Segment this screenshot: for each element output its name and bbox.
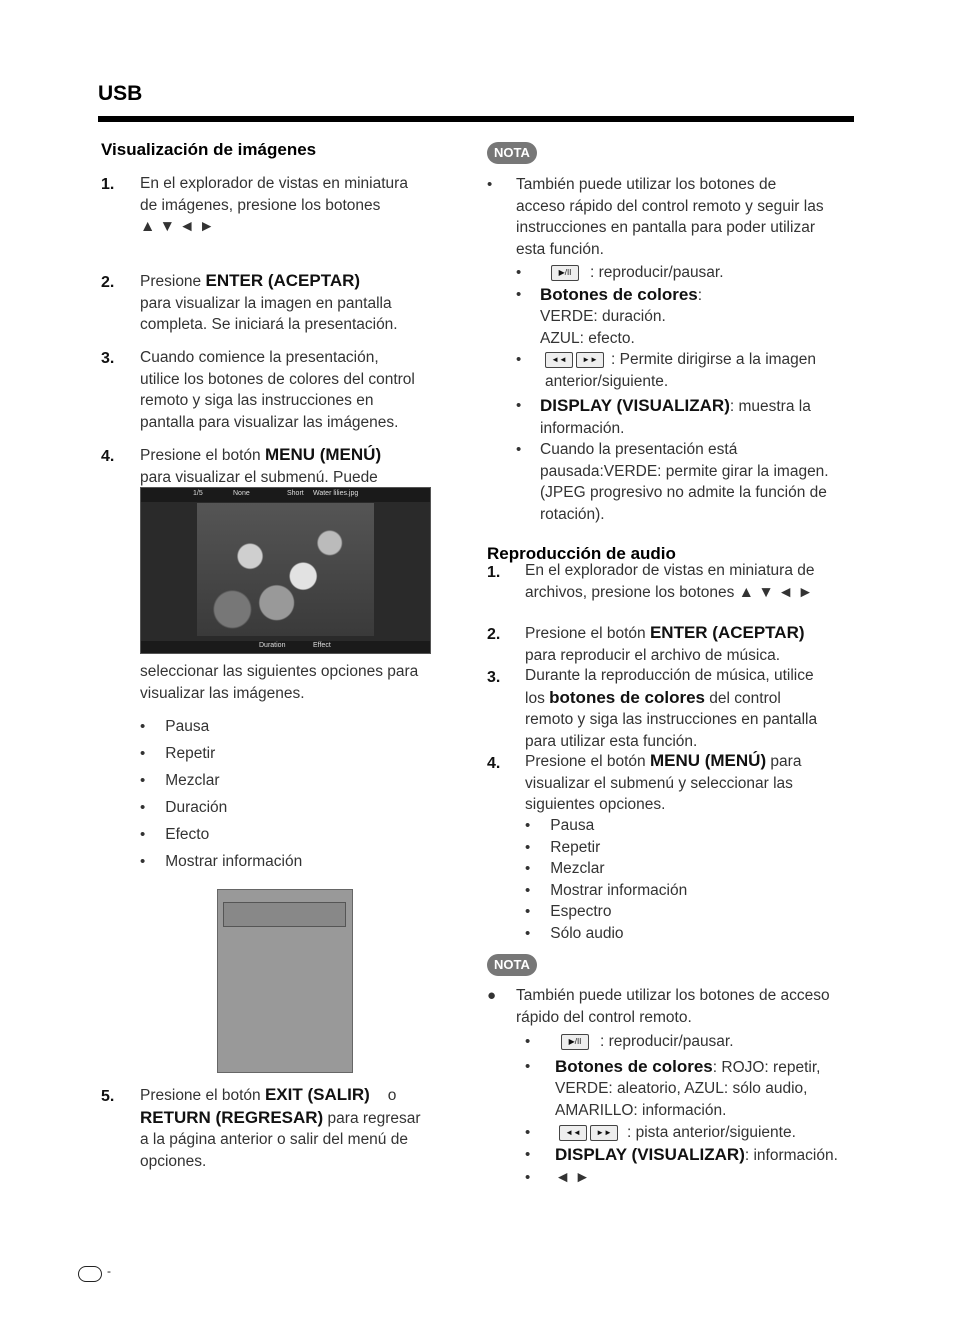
audio-step1-text: En el explorador de vistas en miniatura de archivos, presione los botones ▲ ▼ ◄ ► — [525, 562, 815, 601]
options-list — [140, 716, 440, 878]
slideshow-screenshot — [140, 487, 431, 654]
header-rule — [98, 116, 854, 122]
photo-bottom-bar — [141, 641, 430, 653]
list-item: • Botones de colores: ROJO: repetir, — [525, 1056, 821, 1076]
water-lilies-image — [197, 503, 374, 636]
list-item: • ◄ ► — [525, 1167, 875, 1189]
photo-label: None — [233, 490, 250, 497]
arrow-icons: ◄ ► — [555, 1169, 590, 1186]
audio-step2-text: Presione el botón ENTER (ACEPTAR) para reproducir el archivo de música. — [525, 623, 805, 664]
text-line: esta función. — [516, 240, 604, 258]
step-number: 5. — [101, 1088, 115, 1105]
audio-step3-text: Durante la reproducción de música, utilice los botones de colores del control remoto y siga las instrucciones en pantalla para utilizar esta función. — [525, 667, 818, 750]
text: para regresar — [323, 1109, 421, 1127]
step4-continuation — [140, 661, 460, 704]
step-number: 1. — [487, 564, 501, 581]
text-line: También puede utilizar los botones de — [516, 176, 777, 193]
list-item: • Cuando la presentación está pausada:VERDE: permite girar la imagen. (JPEG progresivo no admite la función de rotación). — [516, 441, 829, 523]
step-number: 4. — [101, 448, 115, 465]
list-item: • Pausa — [525, 817, 595, 834]
photo-counter: 1/5 — [193, 490, 203, 497]
list-item: • Efecto — [140, 826, 210, 843]
text-line: utilice los botones de colores del control — [140, 370, 415, 388]
text: Presione el botón — [140, 1087, 265, 1104]
nota-badge: NOTA — [487, 954, 537, 976]
text-line: seleccionar las siguientes opciones para — [140, 663, 419, 680]
photo-filename: Water lilies.jpg — [313, 490, 359, 497]
list-item: • Repetir — [525, 838, 601, 856]
color-buttons-label: Botones de colores — [555, 1056, 713, 1076]
step3-text — [140, 347, 460, 433]
nota2-sublist — [525, 1031, 875, 1189]
list-item: • Mezclar — [140, 772, 220, 789]
list-item: • Mostrar información — [140, 853, 303, 870]
text-line: para visualizar el submenú. Puede — [140, 468, 378, 486]
list-item: • También puede utilizar los botones de acceso rápido del control remoto y seguir las instrucciones en pantalla para poder utilizar esta función. — [487, 174, 867, 260]
text-line: Cuando comience la presentación, — [140, 349, 379, 366]
prev-icon: ◄◄ — [545, 352, 573, 368]
list-item: ● También puede utilizar los botones de acceso rápido del control remoto. — [487, 987, 830, 1026]
step-number: 3. — [101, 350, 115, 367]
step2-text — [140, 270, 460, 336]
submenu-screenshot — [217, 889, 353, 1073]
step4-text — [140, 444, 460, 488]
text-line: para visualizar la imagen en pantalla — [140, 294, 392, 312]
text: Presione el botón — [140, 447, 265, 464]
list-item: • Botones de colores: VERDE: duración. AZUL: efecto. — [516, 284, 703, 347]
photo-label: Effect — [313, 642, 331, 649]
text-line: de imágenes, presione los botones — [140, 196, 381, 214]
prev-icon: ◄◄ — [559, 1125, 587, 1141]
color-buttons-label: botones de colores — [549, 687, 705, 707]
next-icon: ►► — [576, 352, 604, 368]
step-number: 2. — [101, 274, 115, 291]
next-icon: ►► — [590, 1125, 618, 1141]
nota-badge: NOTA — [487, 142, 537, 164]
text-line: visualizar las imágenes. — [140, 684, 305, 702]
enter-button-label: ENTER (ACEPTAR) — [649, 623, 805, 642]
arrow-icons: ▲ ▼ ◄ ► — [140, 218, 215, 235]
play-pause-icon: ▶/II — [551, 265, 579, 281]
list-item: • Repetir — [140, 745, 216, 762]
display-button-label: DISPLAY (VISUALIZAR) — [555, 1144, 745, 1164]
list-item: • ▶/II : reproducir/pausar. — [516, 264, 724, 281]
list-item: • Mostrar información — [525, 881, 688, 899]
text-line: VERDE: aleatorio, AZUL: sólo audio, — [555, 1080, 808, 1097]
nota2-block — [487, 985, 867, 1028]
text-line: acceso rápido del control remoto y seguir las — [516, 197, 824, 215]
menu-button-label: MENU (MENÚ) — [649, 751, 767, 770]
submenu-highlight — [223, 902, 346, 927]
return-button-label: RETURN (REGRESAR) — [140, 1107, 324, 1127]
audio-step4-text: Presione el botón MENU (MENÚ) para visualizar el submenú y seleccionar las siguientes opciones. — [525, 751, 802, 813]
section-title-images: Visualización de imágenes — [101, 140, 317, 159]
text-line: pantalla para visualizar las imágenes. — [140, 413, 399, 431]
nota1-sublist — [516, 262, 866, 525]
step-number: 3. — [487, 669, 501, 686]
list-item: • Mezclar — [525, 860, 605, 877]
step-number: 4. — [487, 755, 501, 772]
list-item: • Espectro — [525, 903, 612, 920]
list-item: • Sólo audio — [525, 924, 624, 942]
text-line: En el explorador de vistas en miniatura — [140, 175, 408, 192]
display-button-label: DISPLAY (VISUALIZAR) — [540, 396, 730, 415]
page-number-oval — [78, 1266, 102, 1282]
list-item: • Pausa — [140, 718, 210, 735]
list-item: • ◄◄ ►► : pista anterior/siguiente. — [525, 1124, 796, 1141]
text: o — [387, 1087, 397, 1104]
list-item: • DISPLAY (VISUALIZAR): información. — [525, 1144, 838, 1164]
text-line: completa. Se iniciará la presentación. — [140, 316, 398, 333]
nota1-block — [487, 174, 867, 260]
step-number: 1. — [101, 176, 115, 193]
step5-text — [140, 1084, 460, 1172]
text-line: opciones. — [140, 1152, 207, 1170]
page-title: USB — [98, 82, 143, 105]
text-line: AMARILLO: información. — [555, 1101, 727, 1119]
color-buttons-label: Botones de colores — [540, 284, 698, 304]
photo-top-bar — [141, 488, 430, 502]
text-line: instrucciones en pantalla para poder utilizar — [516, 219, 815, 236]
text-line: a la página anterior o salir del menú de — [140, 1131, 408, 1148]
list-item: • DISPLAY (VISUALIZAR): muestra la información. — [516, 396, 811, 437]
exit-button-label: EXIT (SALIR) — [264, 1085, 370, 1104]
step-number: 2. — [487, 626, 501, 643]
photo-label: Duration — [259, 642, 286, 649]
play-pause-icon: ▶/II — [561, 1034, 589, 1050]
photo-label: Short — [287, 490, 304, 497]
audio-options-list — [525, 815, 825, 944]
section-title-audio: Reproducción de audio — [487, 544, 676, 563]
text: Presione — [140, 273, 206, 290]
list-item: • ◄◄ ►► : Permite dirigirse a la imagen anterior/siguiente. — [516, 351, 817, 390]
text-line: remoto y siga las instrucciones en — [140, 392, 374, 409]
list-item: • ▶/II : reproducir/pausar. — [525, 1033, 734, 1050]
step1-text — [140, 173, 460, 238]
menu-button-label: MENU (MENÚ) — [264, 445, 382, 464]
enter-button-label: ENTER (ACEPTAR) — [205, 271, 361, 290]
page-number-dash: - — [107, 1264, 111, 1278]
list-item: • Duración — [140, 799, 228, 816]
